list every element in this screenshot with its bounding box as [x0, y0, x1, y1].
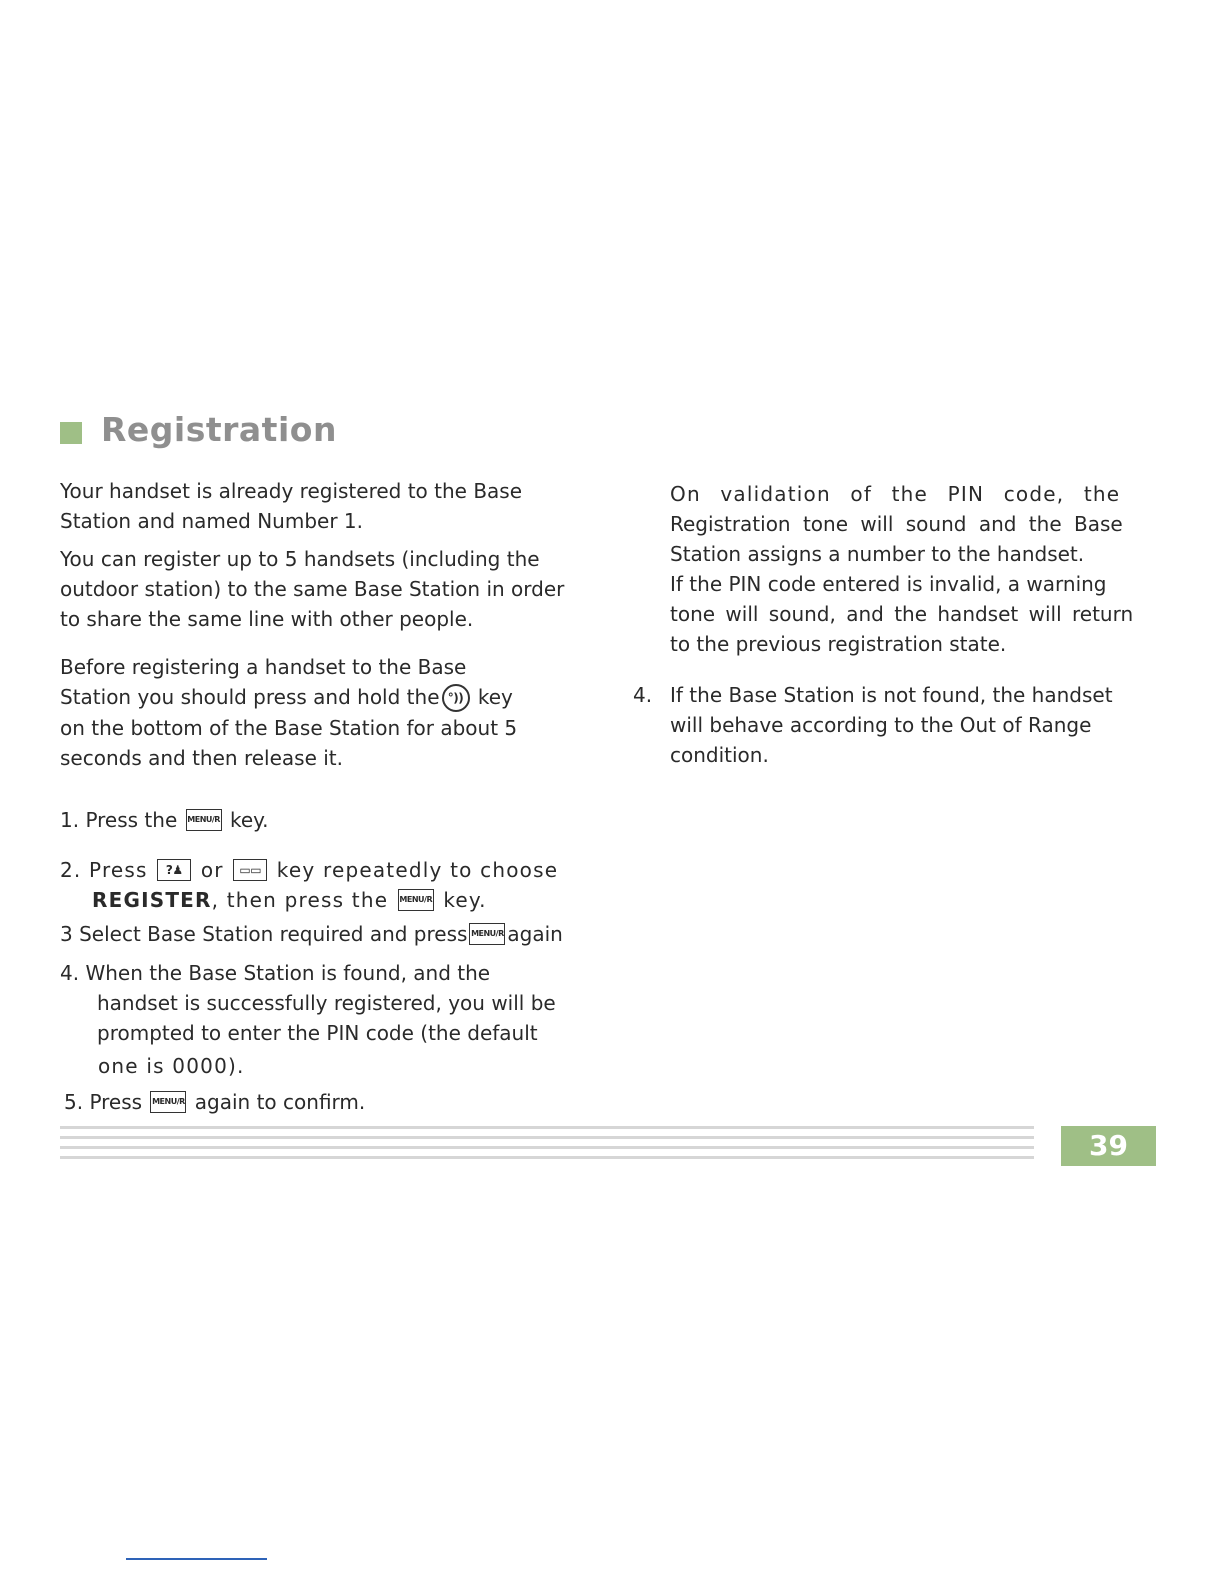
phonebook-key-icon: ▭▭: [233, 859, 267, 881]
text-line: Station and named Number 1.: [60, 509, 363, 533]
intercom-key-icon: °)): [442, 684, 470, 712]
right-step-4: [670, 680, 1113, 770]
text-line: to the previous registration state.: [670, 632, 1007, 656]
before-registering-paragraph: [60, 652, 517, 773]
step-5: 5. Press MENU/R again to confirm.: [64, 1090, 366, 1114]
text-line: REGISTER, then press the MENU/R key.: [92, 888, 487, 912]
text-line: one is 0000).: [98, 1054, 245, 1078]
text-line: tone will sound, and the handset will return: [670, 602, 1134, 626]
menu-key-icon: MENU/R: [469, 923, 505, 945]
text-line: You can register up to 5 handsets (including the: [60, 547, 540, 571]
page-title: Registration: [101, 410, 337, 449]
step-3: 3 Select Base Station required and press MENU/R again: [60, 922, 563, 946]
footer-rule: [60, 1156, 1034, 1159]
footer-rule: [60, 1146, 1034, 1149]
right-step-4-number: 4.: [633, 683, 653, 707]
text-line: on the bottom of the Base Station for about 5: [60, 715, 518, 740]
intro-paragraph: [60, 476, 522, 536]
step-1: 1. Press the MENU/R key.: [60, 808, 269, 832]
footer-rule: [60, 1126, 1034, 1129]
text-line: Station assigns a number to the handset.: [670, 542, 1085, 566]
text-line: prompted to enter the PIN code (the default: [97, 1021, 538, 1045]
text-line: Before registering a handset to the Base: [60, 655, 467, 679]
text-line: On validation of the PIN code, the: [670, 482, 1121, 506]
heading-marker: [60, 422, 82, 444]
text-line: Station you should press and hold the °)) key: [60, 682, 517, 713]
text-line: handset is successfully registered, you will be: [97, 991, 556, 1015]
validation-paragraph: [670, 479, 1133, 659]
text-line: outdoor station) to the same Base Station in order: [60, 577, 565, 601]
menu-key-icon: MENU/R: [186, 809, 222, 831]
footer-link-underline: [126, 1558, 267, 1560]
text-line: condition.: [670, 743, 769, 767]
capacity-paragraph: [60, 544, 564, 634]
menu-key-icon: MENU/R: [398, 889, 434, 911]
text-line: 4. When the Base Station is found, and the: [60, 961, 491, 985]
footer-rule: [60, 1136, 1034, 1139]
text-line: to share the same line with other people.: [60, 607, 474, 631]
step-4: [60, 958, 556, 1081]
text-line: If the PIN code entered is invalid, a warning: [670, 572, 1107, 596]
text-line: Registration tone will sound and the Base: [670, 512, 1123, 536]
text-line: 2. Press ?♟ or ▭▭ key repeatedly to choose: [60, 858, 559, 882]
text-line: seconds and then release it.: [60, 745, 343, 770]
menu-key-icon: MENU/R: [150, 1091, 186, 1113]
page-number: 39: [1061, 1126, 1156, 1166]
step-2: [60, 855, 558, 915]
text-line: Your handset is already registered to the Base: [60, 479, 523, 503]
contact-key-icon: ?♟: [157, 859, 191, 881]
text-line: will behave according to the Out of Range: [670, 713, 1092, 737]
text-line: If the Base Station is not found, the handset: [670, 683, 1113, 707]
